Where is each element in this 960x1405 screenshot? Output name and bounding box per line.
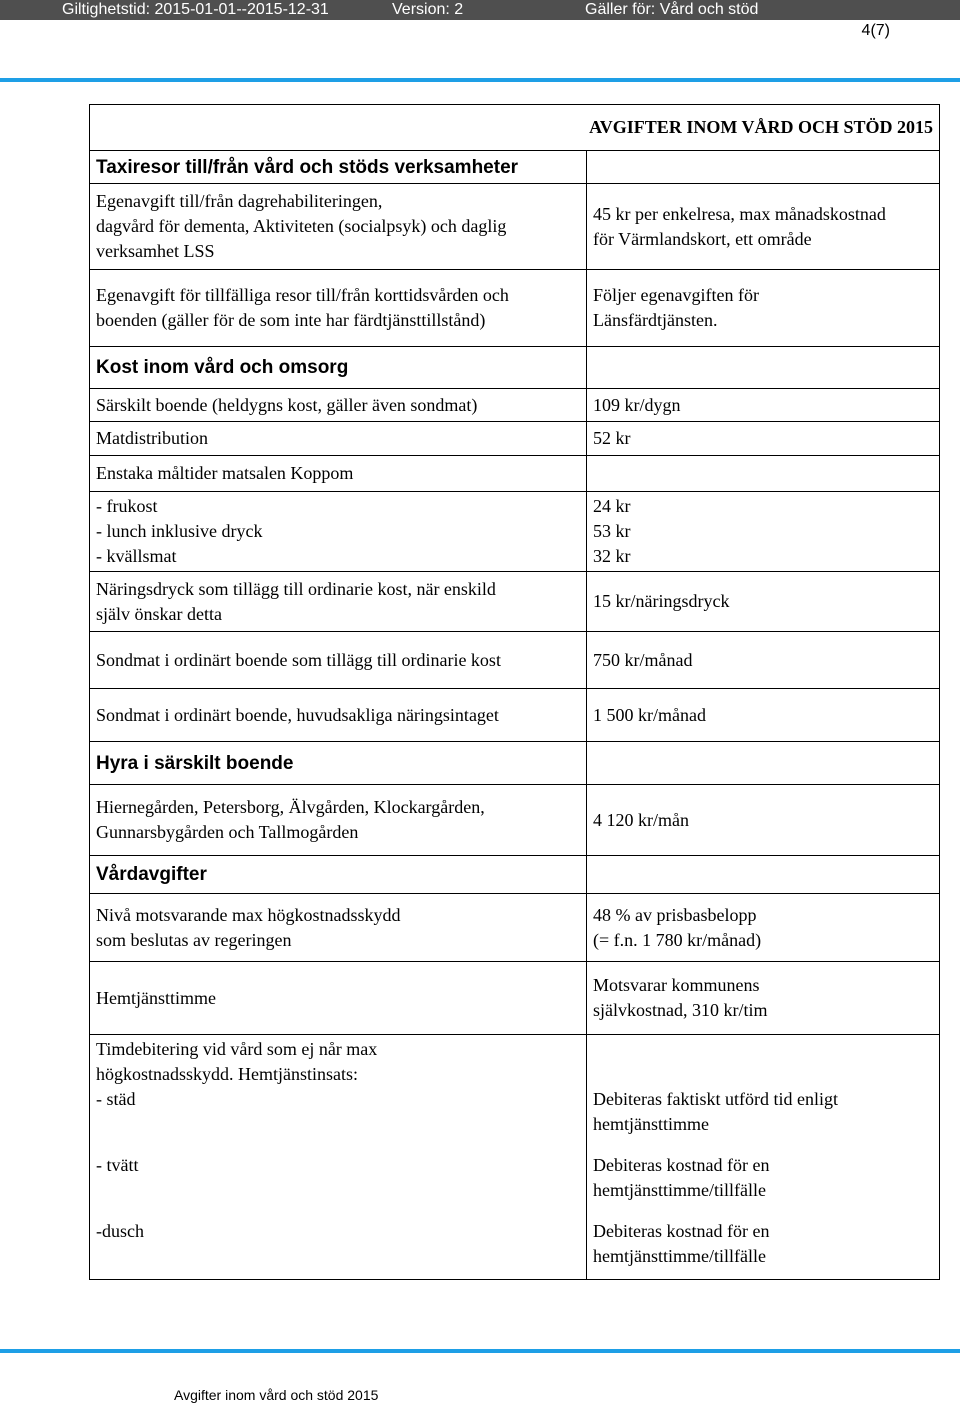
section-heading-kost: Kost inom vård och omsorg xyxy=(90,347,587,389)
empty-cell xyxy=(587,856,940,894)
fee-label-matdistribution: Matdistribution xyxy=(90,422,587,456)
fee-value-sondmat-tillagg: 750 kr/månad xyxy=(587,632,940,689)
fee-label-sondmat-huvudsakliga: Sondmat i ordinärt boende, huvudsakliga näringsintaget xyxy=(90,689,587,742)
empty-cell xyxy=(587,456,940,492)
fee-value-sarskilt-boende: 109 kr/dygn xyxy=(587,389,940,422)
fee-label-naringsdryck: Näringsdryck som tillägg till ordinarie kost, när enskild själv önskar detta xyxy=(90,572,587,632)
empty-cell xyxy=(587,347,940,389)
validity-period: Giltighetstid: 2015-01-01--2015-12-31 xyxy=(62,1,329,18)
footer-text: Avgifter inom vård och stöd 2015 xyxy=(174,1387,379,1403)
section-heading-vardavgifter: Vårdavgifter xyxy=(90,856,587,894)
fee-label-dagrehab: Egenavgift till/från dagrehabiliteringen, dagvård för dementa, Aktiviteten (socialpsyk) och daglig verksamhet LSS xyxy=(90,184,587,270)
page-number: 4(7) xyxy=(861,22,890,39)
fee-value-korttid: Följer egenavgiften för Länsfärdtjänsten. xyxy=(587,270,940,347)
fee-label-timdebitering: Timdebitering vid vård som ej når max högkostnadsskydd. Hemtjänstinsats: - städ - tvätt -dusch xyxy=(90,1035,587,1280)
fee-label-hogkostnadsskydd: Nivå motsvarande max högkostnadsskydd som beslutas av regeringen xyxy=(90,894,587,962)
fee-label-enstaka-maltider: Enstaka måltider matsalen Koppom xyxy=(90,456,587,492)
fee-table xyxy=(89,104,940,1280)
empty-cell xyxy=(587,151,940,184)
empty-cell xyxy=(587,742,940,785)
header-divider xyxy=(0,78,960,82)
fee-label-sarskilt-boende: Särskilt boende (heldygns kost, gäller även sondmat) xyxy=(90,389,587,422)
fee-value-timdebitering: Debiteras faktiskt utförd tid enligt hemtjänsttimme Debiteras kostnad för en hemtjänsttimme/tillfälle Debiteras kostnad för en hemtjänsttimme/tillfälle xyxy=(587,1035,940,1280)
fee-value-sondmat-huvudsakliga: 1 500 kr/månad xyxy=(587,689,940,742)
footer-divider xyxy=(0,1349,960,1353)
section-heading-taxi: Taxiresor till/från vård och stöds verksamheter xyxy=(90,151,587,184)
fee-label-korttid: Egenavgift för tillfälliga resor till/från korttidsvården och boenden (gäller för de som inte har färdtjänsttillstånd) xyxy=(90,270,587,347)
fee-value-naringsdryck: 15 kr/näringsdryck xyxy=(587,572,940,632)
fee-label-meals: - frukost - lunch inklusive dryck - kvällsmat xyxy=(90,492,587,572)
document-header-bar xyxy=(0,0,960,20)
fee-value-matdistribution: 52 kr xyxy=(587,422,940,456)
fee-label-hemtjansttimme: Hemtjänsttimme xyxy=(90,962,587,1035)
fee-value-dagrehab: 45 kr per enkelresa, max månadskostnad för Värmlandskort, ett område xyxy=(587,184,940,270)
fee-value-hogkostnadsskydd: 48 % av prisbasbelopp (= f.n. 1 780 kr/månad) xyxy=(587,894,940,962)
fee-label-sondmat-tillagg: Sondmat i ordinärt boende som tillägg till ordinarie kost xyxy=(90,632,587,689)
fee-value-hyra: 4 120 kr/mån xyxy=(587,785,940,856)
fee-label-hyra: Hiernegården, Petersborg, Älvgården, Klockargården, Gunnarsbygården och Tallmogården xyxy=(90,785,587,856)
table-title: AVGIFTER INOM VÅRD OCH STÖD 2015 xyxy=(90,105,940,151)
version-label: Version: 2 xyxy=(392,1,464,18)
section-heading-hyra: Hyra i särskilt boende xyxy=(90,742,587,785)
applies-to-label: Gäller för: Vård och stöd xyxy=(585,1,759,18)
fee-value-meals: 24 kr 53 kr 32 kr xyxy=(587,492,940,572)
fee-value-hemtjansttimme: Motsvarar kommunens självkostnad, 310 kr/tim xyxy=(587,962,940,1035)
